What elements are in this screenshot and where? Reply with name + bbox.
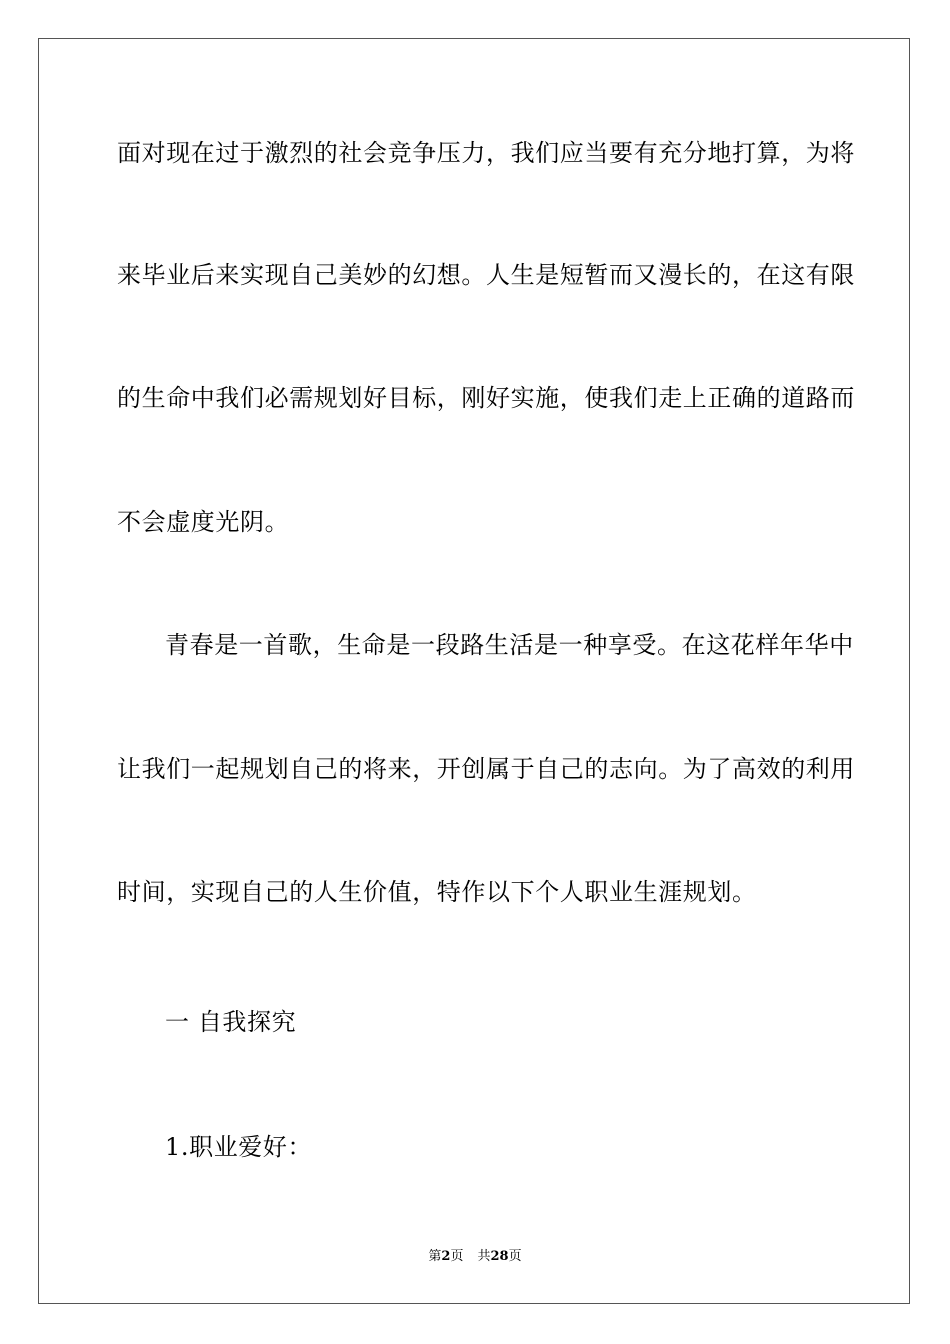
page-number: 2 (441, 1249, 451, 1264)
total-suffix: 页 (508, 1249, 522, 1264)
paragraph-line: 不会虚度光阴。 (117, 508, 290, 536)
paragraph-line: 来毕业后来实现自己美妙的幻想。人生是短暂而又漫长的，在这有限 (117, 261, 855, 289)
paragraph-line: 青春是一首歌，生命是一段路生活是一种享受。在这花样年华中 (165, 631, 854, 659)
total-pages: 28 (490, 1249, 509, 1264)
page-prefix: 第 (428, 1249, 442, 1264)
paragraph-line: 面对现在过于激烈的社会竞争压力，我们应当要有充分地打算，为将 (117, 139, 855, 167)
total-prefix: 共 (477, 1249, 491, 1264)
section-heading: 一 自我探究 (165, 1008, 297, 1036)
paragraph-line: 时间，实现自己的人生价值，特作以下个人职业生涯规划。 (117, 878, 757, 906)
paragraph-line: 让我们一起规划自己的将来，开创属于自己的志向。为了高效的利用 (117, 755, 855, 783)
page-footer (0, 1249, 950, 1265)
page-border (38, 38, 910, 1304)
paragraph-line: 的生命中我们必需规划好目标，刚好实施，使我们走上正确的道路而 (117, 384, 855, 412)
subsection-heading: 1.职业爱好： (165, 1133, 313, 1161)
page-suffix: 页 (450, 1249, 464, 1264)
